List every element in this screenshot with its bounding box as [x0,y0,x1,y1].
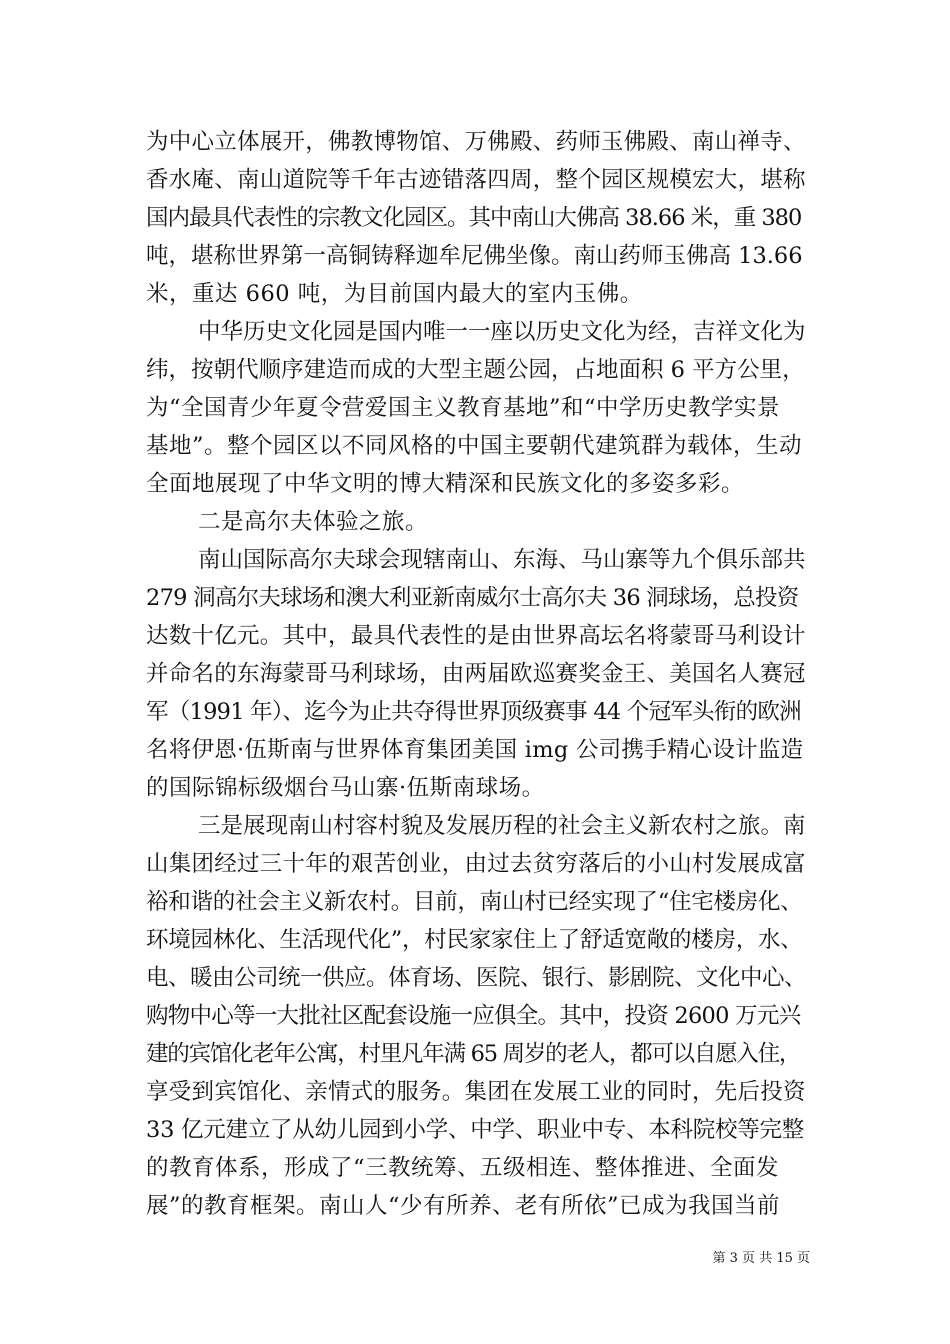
text-line: 33 亿元建立了从幼儿园到小学、中学、职业中专、本科院校等完整 [146,1117,805,1143]
text-line: 的教育体系，形成了“三教统筹、五级相连、整体推进、全面发 [146,1155,780,1181]
text-line: 达数十亿元。其中，最具代表性的是由世界高坛名将蒙哥马利设计 [146,623,806,649]
text-line: 裕和谐的社会主义新农村。目前，南山村已经实现了“住宅楼房化、 [146,889,803,915]
text-line: 山集团经过三十年的艰苦创业，由过去贫穷落后的小山村发展成富 [146,851,806,877]
section-heading: 二是高尔夫体验之旅。 [198,509,429,535]
text-line: 南山国际高尔夫球会现辖南山、东海、马山寨等九个俱乐部共 [198,547,806,573]
text-line: 享受到宾馆化、亲情式的服务。集团在发展工业的同时，先后投资 [146,1079,806,1105]
text-line: 的国际锦标级烟台马山寨·伍斯南球场。 [146,775,545,801]
text-line: 纬，按朝代顺序建造而成的大型主题公园，占地面积 6 平方公里， [146,357,805,383]
text-line: 展”的教育框架。南山人“少有所养、老有所依”已成为我国当前 [146,1193,781,1219]
text-line: 香水庵、南山道院等千年古迹错落四周，整个园区规模宏大，堪称 [146,167,806,193]
page-number: 第 3 页 共 15 页 [712,1251,810,1266]
text-line: 基地”。整个园区以不同风格的中国主要朝代建筑群为载体，生动 [146,433,803,459]
text-line: 名将伊恩·伍斯南与世界体育集团美国 img 公司携手精心设计监造 [146,737,804,763]
text-line: 米，重达 660 吨，为目前国内最大的室内玉佛。 [146,281,643,307]
text-line: 279 洞高尔夫球场和澳大利亚新南威尔士高尔夫 36 洞球场，总投资 [146,585,799,611]
text-line: 电、暖由公司统一供应。体育场、医院、银行、影剧院、文化中心、 [146,965,807,991]
text-line: 国内最具代表性的宗教文化园区。其中南山大佛高 38.66 米，重 380 [146,205,802,231]
text-line: 全面地展现了中华文明的博大精深和民族文化的多姿多彩。 [146,471,745,497]
text-line: 购物中心等一大批社区配套设施一应俱全。其中，投资 2600 万元兴 [146,1003,801,1029]
text-line: 环境园林化、生活现代化”，村民家家住上了舒适宽敞的楼房，水、 [146,927,803,953]
text-line: 中华历史文化园是国内唯一一座以历史文化为经，吉祥文化为 [198,319,806,345]
text-line: 军（1991 年）、迄今为止共夺得世界顶级赛事 44 个冠军头衔的欧洲 [146,699,801,725]
text-line: 并命名的东海蒙哥马利球场，由两届欧巡赛奖金王、美国名人赛冠 [146,661,806,687]
text-line: 吨，堪称世界第一高铜铸释迦牟尼佛坐像。南山药师玉佛高 13.66 [146,243,803,269]
text-line: 三是展现南山村容村貌及发展历程的社会主义新农村之旅。南 [198,813,806,839]
text-line: 为中心立体展开，佛教博物馆、万佛殿、药师玉佛殿、南山禅寺、 [146,129,806,155]
text-line: 建的宾馆化老年公寓，村里凡年满 65 周岁的老人，都可以自愿入住， [146,1041,801,1067]
text-line: 为“全国青少年夏令营爱国主义教育基地”和“中学历史教学实景 [146,395,781,421]
